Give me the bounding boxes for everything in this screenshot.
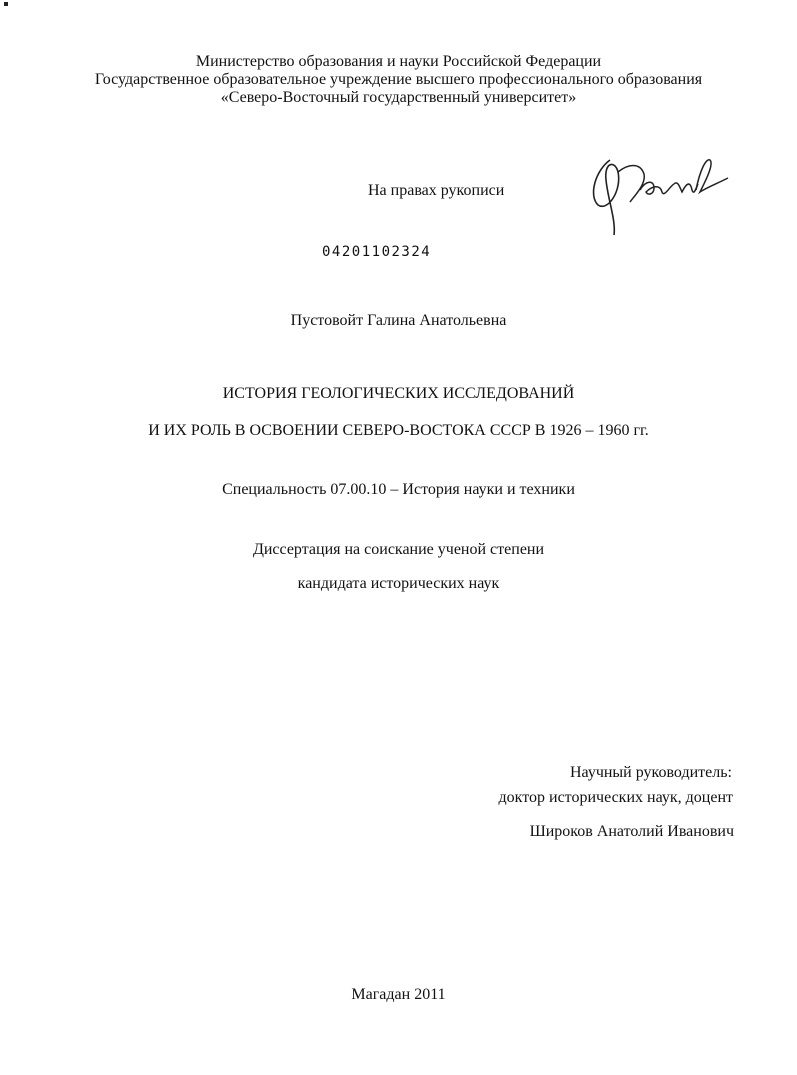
institution-line: Государственное образовательное учреждение высшего профессионального образования xyxy=(94,71,703,88)
supervisor-label: Научный руководитель: xyxy=(569,764,732,781)
supervisor-name: Широков Анатолий Иванович xyxy=(529,823,734,840)
author-name: Пустовойт Галина Анатольевна xyxy=(290,312,507,329)
specialty-line: Специальность 07.00.10 – История науки и техники xyxy=(222,481,575,498)
catalog-number: 04201102324 xyxy=(322,244,432,260)
supervisor-rank: доктор исторических наук, доцент xyxy=(498,789,733,806)
title-line-1: ИСТОРИЯ ГЕОЛОГИЧЕСКИХ ИССЛЕДОВАНИЙ xyxy=(222,385,575,402)
scan-mark xyxy=(4,2,8,6)
degree-line-1: Диссертация на соискание ученой степени xyxy=(252,541,545,558)
university-line: «Северо-Восточный государственный университет» xyxy=(220,89,577,106)
signature-image xyxy=(588,150,738,240)
rights-note: На правах рукописи xyxy=(368,182,505,199)
title-line-2: И ИХ РОЛЬ В ОСВОЕНИИ СЕВЕРО-ВОСТОКА СССР В 1926 – 1960 гг. xyxy=(148,422,649,439)
ministry-line: Министерство образования и науки Российской Федерации xyxy=(195,53,602,70)
degree-line-2: кандидата исторических наук xyxy=(297,575,500,592)
place-year: Магадан 2011 xyxy=(351,986,446,1003)
